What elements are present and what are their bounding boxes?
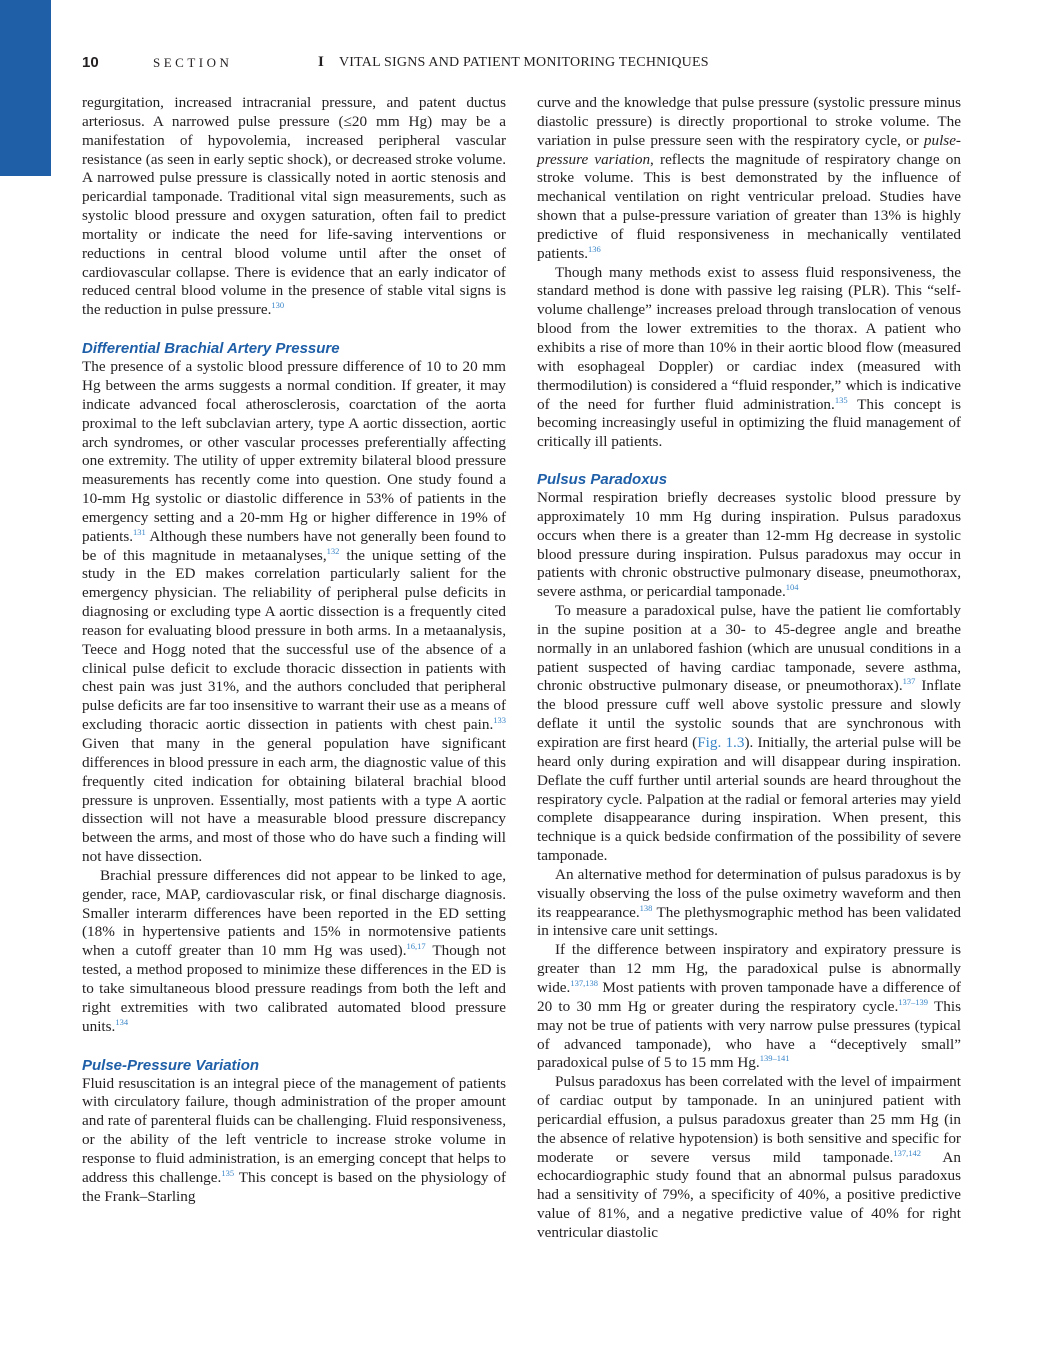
paragraph: regurgitation, increased intracranial pressure, and patent ductus arteriosus. A narrowed pulse pressure (≤20 mm Hg) may be a manifestation of hypovolemia, increased peripheral vascular resistance (as seen in early septic shock), or decreased stroke volume. A narrowed pulse pressure is classically noted in aortic stenosis and pericardial tamponade. Traditional vital sign measurements, such as systolic blood pressure and oxygen saturation, often fail to predict mortality or indicate the need for life-saving interventions or reductions in central blood volume until after the onset of cardiovascular collapse. There is evidence that an early indicator of reduced central blood volume in the presence of stable vital signs is the reduction in pulse pressure.$^{130}$ [82,94,506,319]
citation[interactable]: 133 [493,715,506,726]
citation[interactable]: 137,138 [570,977,598,988]
right-column [537,94,961,1243]
paragraph: If the difference between inspiratory and expiratory pressure is greater than 12 mm Hg, the paradoxical pulse is abnormally wide.$^{137,138}$ Most patients with proven tamponade have a difference of 20 to 30 mm Hg or greater during the respiratory cycle.$^{137-139}$ This may not be true of patients with very narrow pulse pressures (typical of advanced tamponade), who have a “deceptively small” paradoxical pulse of 5 to 15 mm Hg.$^{139-141}$ [537,941,961,1072]
citation[interactable]: 135 [221,1167,235,1178]
citation[interactable]: 132 [326,545,340,556]
citation[interactable]: 131 [133,526,146,537]
section-label: SECTION [153,55,233,70]
citation[interactable]: 137,142 [893,1147,921,1158]
citation[interactable]: 130 [271,300,285,311]
figure-link[interactable]: Fig. 1.3 [697,734,745,751]
citation[interactable]: 137 [902,676,916,687]
citation[interactable]: 138 [639,902,653,913]
paragraph: To measure a paradoxical pulse, have the patient lie comfortably in the supine position at a 30- to 45-degree angle and breathe normally in an unlabored fashion (which are unusual conditions in a patient suspected of having cardiac tamponade, severe asthma, chronic obstructive pulmonary disease, or pneumothorax).$^{137}$ Inflate the blood pressure cuff well above systolic pressure and slowly deflate it until the systolic sounds that are synchronous with expiration are first heard (Fig. 1.3). Initially, the arterial pulse will be heard only during expiration and will disappear during inspiration. Deflate the cuff further until arterial sounds are heard throughout the respiratory cycle. Palpation at the radial or femoral arteries may yield complete disappearance during inspiration. When present, this technique is a quick bedside confirmation of the possibility of severe tamponade. [537,602,961,865]
citation[interactable]: 137–139 [898,996,929,1007]
citation[interactable]: 104 [785,582,799,593]
paragraph: An alternative method for determination of pulsus paradoxus is by visually observing the loss of the pulse oximetry waveform and then its reappearance.$^{138}$ The plethysmographic method has been validated in intensive care unit settings. [537,865,961,940]
paragraph: curve and the knowledge that pulse pressure (systolic pressure minus diastolic pressure) is directly proportional to stroke volume. The variation in pulse pressure seen with the respiratory cycle, or pulse-pressure variation, reflects the magnitude of respiratory change on stroke volume. This is best demonstrated by the influence of mechanical ventilation on right ventricular preload. Studies have shown that a pulse-pressure variation of greater than 13% is highly predictive of fluid responsiveness in mechanically ventilated patients.$^{136}$ [537,94,961,262]
paragraph: The presence of a systolic blood pressure difference of 10 to 20 mm Hg between the arms suggests a normal condition. If greater, it may indicate advanced focal atherosclerosis, coarctation of the aorta proximal to the left subclavian artery, type A aortic dissection, aortic arch syndromes, or other vascular processes preferentially affecting one extremity. The utility of upper extremity bilateral blood pressure measurements has recently come into question. One study found a 10-mm Hg systolic or diastolic difference in 53% of patients in the emergency setting and a 20-mm Hg or higher difference in 19% of patients.$^{131}$ Although these numbers have not generally been found to be of this magnitude in metaanalyses,$^{132}$ the unique setting of the study in the ED makes correlation particularly salient for the emergency physician. The reliability of peripheral pulse deficits in diagnosing or excluding type A aortic dissection is a frequently cited reason for evaluating blood pressure in both arms. In a metaanalysis, Teece and Hogg noted that the successful use of the absence of a clinical pulse deficit to exclude thoracic dissection in patients with chest pain was just 31%, and the authors concluded that peripheral pulse deficits are far too insensitive to warrant their use as a means of excluding thoracic aortic dissection in patients with chest pain.$^{133}$ Given that many in the general population have significant differences in blood pressure in each arm, the diagnostic value of this frequently cited indication for obtaining bilateral brachial blood pressure is unproven. Essentially, most patients with a type A aortic dissection will not have a measurable blood pressure discrepancy between the arms, and most of those who do have such a finding will not have dissection. [82,358,506,866]
paragraph: Though many methods exist to assess fluid responsiveness, the standard method is done with passive leg raising (PLR). This “self-volume challenge” increases preload through translocation of venous blood from the lower extremities to the thorax. A patient who exhibits a rise of more than 10% in their aortic blood flow (measured with esophageal Doppler) or cardiac index (measured with thermodilution) is considered a “fluid responder,” which is indicative of the need for further fluid administration.$^{135}$ This concept is becoming increasingly useful in optimizing the fluid management of critically ill patients. [537,263,961,451]
citation[interactable]: 135 [834,394,848,405]
emphasis: pulse-pressure variation [537,131,961,168]
page-number: 10 [82,54,99,71]
section-heading: Differential Brachial Artery Pressure [82,340,340,358]
section-title: VITAL SIGNS AND PATIENT MONITORING TECHNIQUES [339,55,709,70]
left-column [82,94,506,1206]
section-number: I [318,54,324,70]
section-tab [0,0,51,176]
paragraph: Normal respiration briefly decreases systolic blood pressure by approximately 10 mm Hg during inspiration. Pulsus paradoxus occurs when there is a greater than 12-mm Hg decrease in systolic blood pressure during inspiration. Pulsus paradoxus may occur in patients with chronic obstructive pulmonary disease, pneumothorax, severe asthma, or pericardial tamponade.$^{104}$ [537,489,961,601]
citation[interactable]: 16,17 [406,941,426,952]
citation[interactable]: 139–141 [759,1053,790,1064]
section-heading: Pulse-Pressure Variation [82,1056,260,1074]
citation[interactable]: 136 [588,243,601,254]
paragraph: Brachial pressure differences did not appear to be linked to age, gender, race, MAP, cardiovascular risk, or final discharge diagnosis. Smaller interarm differences have been reported in the ED setting (18% in hypertensive patients and 15% in normotensive patients when a cutoff greater than 10 mm Hg was used).$^{16,17}$ Though not tested, a method proposed to minimize these differences in the ED is to take simultaneous blood pressure readings from both the left and right extremities with two calibrated automated blood pressure units.$^{134}$ [82,866,506,1035]
citation[interactable]: 134 [115,1016,129,1027]
section-heading: Pulsus Paradoxus [537,471,668,489]
paragraph: Fluid resuscitation is an integral piece of the management of patients with circulatory failure, though administration of the proper amount and rate of parenteral fluids can be challenging. Fluid responsiveness, or the ability of the left ventricle to increase stroke volume in response to fluid administration, is an emerging concept that helps to address this challenge.$^{135}$ This concept is based on the physiology of the Frank–Starling [82,1074,506,1205]
paragraph: Pulsus paradoxus has been correlated with the level of impairment of cardiac output by tamponade. In an uninjured patient with pericardial effusion, a pulsus paradoxus greater than 25 mm Hg (in the absence of relative hypotension) is both sensitive and specific for moderate or severe versus mild tamponade.$^{137,142}$ An echocardiographic study found that an abnormal pulsus paradoxus had a sensitivity of 79%, a specificity of 40%, a positive predictive value of 81%, and a negative predictive value of 40% for right ventricular diastolic [537,1073,961,1241]
